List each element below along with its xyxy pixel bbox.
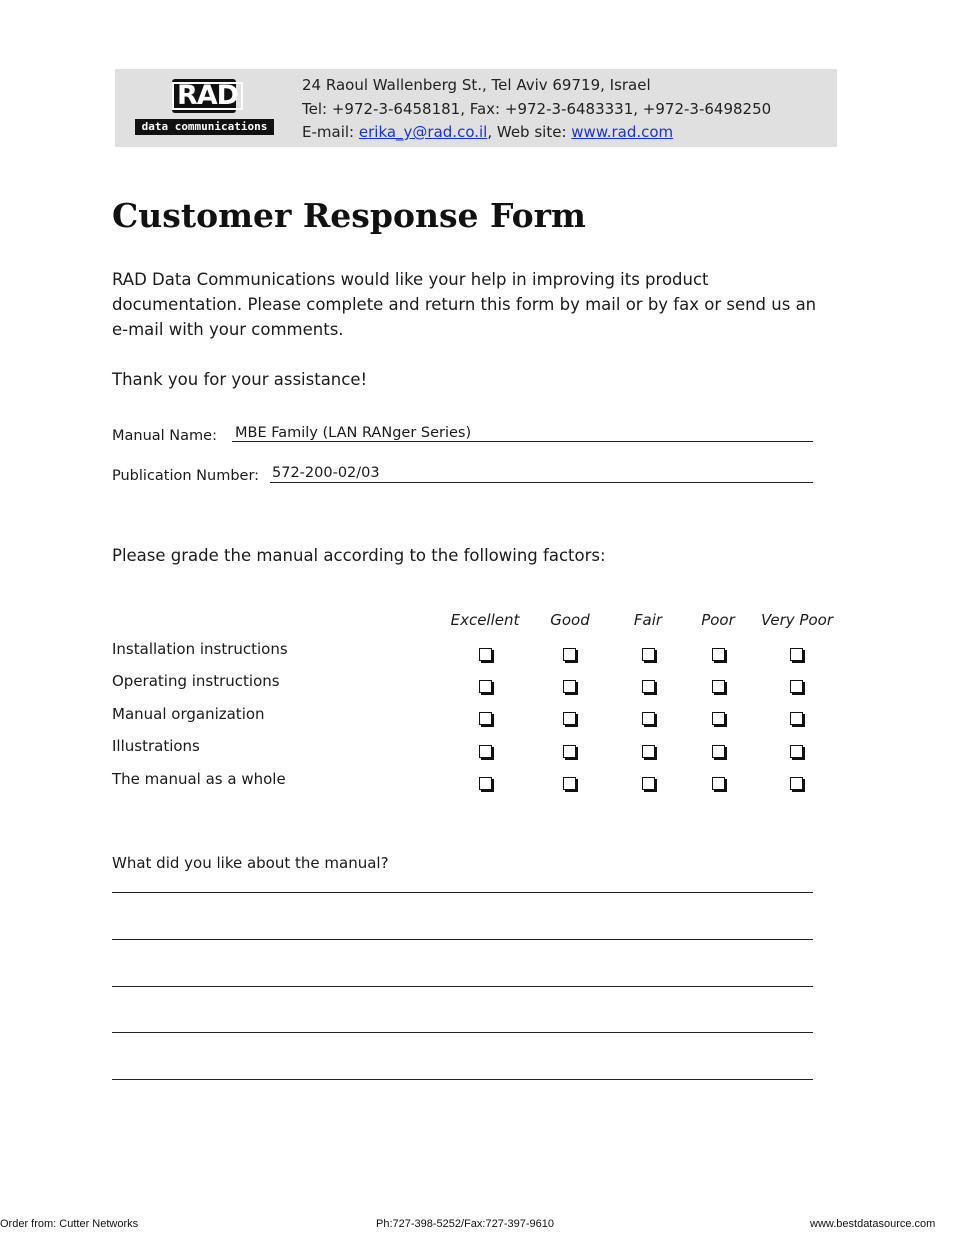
publication-number-label: Publication Number: bbox=[112, 468, 260, 484]
email-label: E-mail: bbox=[302, 123, 355, 141]
rating-checkbox[interactable] bbox=[479, 712, 492, 725]
rating-checkbox[interactable] bbox=[479, 777, 492, 790]
rating-checkbox[interactable] bbox=[563, 777, 576, 790]
footer-right: www.bestdatasource.com bbox=[810, 1218, 936, 1230]
intro-paragraph: RAD Data Communications would like your help in improving its product documentation. Please complete and return this form by mail or by fax or send us an e-mail with your comments. bbox=[112, 270, 817, 339]
rating-checkbox[interactable] bbox=[790, 648, 803, 661]
letterhead bbox=[115, 69, 837, 147]
rating-checkbox[interactable] bbox=[712, 680, 725, 693]
rating-row-label: Manual organization bbox=[112, 705, 265, 723]
logo-text: RAD bbox=[172, 82, 243, 110]
rating-checkbox[interactable] bbox=[790, 777, 803, 790]
publication-number-field[interactable]: 572-200-02/03 bbox=[272, 465, 380, 481]
rating-row-label: The manual as a whole bbox=[112, 770, 286, 788]
rating-checkbox[interactable] bbox=[479, 745, 492, 758]
rad-logo bbox=[135, 79, 275, 139]
column-header: Excellent bbox=[450, 611, 520, 629]
rating-row-label: Illustrations bbox=[112, 737, 200, 755]
like-question: What did you like about the manual? bbox=[112, 854, 389, 872]
manual-name-line bbox=[232, 441, 813, 442]
rating-checkbox[interactable] bbox=[479, 680, 492, 693]
rating-checkbox[interactable] bbox=[642, 712, 655, 725]
rating-checkbox[interactable] bbox=[790, 680, 803, 693]
email-link[interactable]: erika_y@rad.co.il bbox=[358, 123, 488, 141]
address-line: 24 Raoul Wallenberg St., Tel Aviv 69719, Israel bbox=[302, 76, 651, 94]
rating-checkbox[interactable] bbox=[712, 745, 725, 758]
answer-line[interactable] bbox=[112, 986, 813, 987]
column-header: Poor bbox=[701, 611, 735, 629]
rating-checkbox[interactable] bbox=[563, 712, 576, 725]
footer-center: Ph:727-398-5252/Fax:727-397-9610 bbox=[376, 1218, 554, 1230]
manual-name-field[interactable]: MBE Family (LAN RANger Series) bbox=[235, 425, 472, 441]
column-header: Very Poor bbox=[761, 611, 833, 629]
rating-checkbox[interactable] bbox=[642, 745, 655, 758]
answer-line[interactable] bbox=[112, 1032, 813, 1033]
thanks-paragraph: Thank you for your assistance! bbox=[112, 370, 368, 389]
rating-checkbox[interactable] bbox=[563, 745, 576, 758]
rating-checkbox[interactable] bbox=[479, 648, 492, 661]
logo-subtext: data communications bbox=[135, 119, 274, 135]
answer-line[interactable] bbox=[112, 892, 813, 893]
rating-checkbox[interactable] bbox=[712, 648, 725, 661]
answer-line[interactable] bbox=[112, 939, 813, 940]
grade-prompt: Please grade the manual according to the following factors: bbox=[112, 546, 606, 565]
rating-checkbox[interactable] bbox=[563, 680, 576, 693]
rating-checkbox[interactable] bbox=[712, 777, 725, 790]
rating-checkbox[interactable] bbox=[712, 712, 725, 725]
rating-checkbox[interactable] bbox=[790, 745, 803, 758]
rating-checkbox[interactable] bbox=[642, 648, 655, 661]
email-line bbox=[302, 121, 771, 145]
rating-checkbox[interactable] bbox=[563, 648, 576, 661]
website-link[interactable]: www.rad.com bbox=[571, 123, 674, 141]
manual-name-label: Manual Name: bbox=[112, 428, 217, 444]
rating-checkbox[interactable] bbox=[790, 712, 803, 725]
contact-block bbox=[302, 74, 771, 145]
website-label: , Web site: bbox=[487, 123, 567, 141]
footer-left: Order from: Cutter Networks bbox=[0, 1218, 139, 1230]
rating-row-label: Operating instructions bbox=[112, 672, 280, 690]
rating-checkbox[interactable] bbox=[642, 680, 655, 693]
page-title: Customer Response Form bbox=[112, 196, 586, 235]
phone-line: Tel: +972-3-6458181, Fax: +972-3-6483331, +972-3-6498250 bbox=[302, 99, 772, 118]
column-header: Fair bbox=[633, 611, 663, 629]
column-header: Good bbox=[550, 611, 590, 629]
rating-checkbox[interactable] bbox=[642, 777, 655, 790]
rating-row-label: Installation instructions bbox=[112, 640, 288, 658]
publication-number-line bbox=[270, 482, 813, 483]
answer-line[interactable] bbox=[112, 1079, 813, 1080]
